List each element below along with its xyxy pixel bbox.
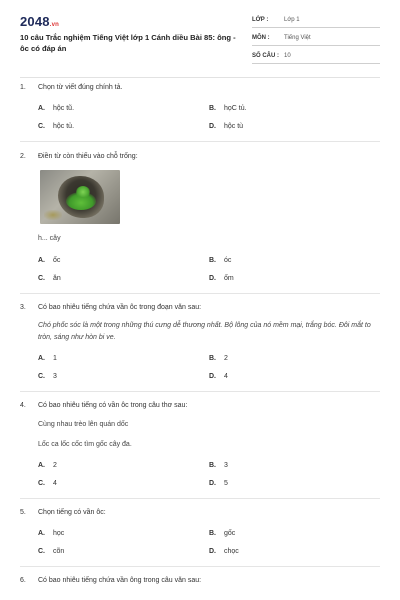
option-a[interactable] (38, 456, 209, 474)
option-letter: B. (209, 256, 216, 264)
option-b[interactable] (209, 524, 380, 542)
option-text: chọc (224, 547, 239, 555)
option-d[interactable] (209, 367, 380, 385)
option-letter: A. (38, 529, 45, 537)
option-text: hộc tù (224, 122, 244, 130)
option-letter: A. (38, 354, 45, 362)
site-logo[interactable] (20, 14, 59, 29)
option-text: 2 (224, 354, 228, 362)
option-text: học (53, 529, 65, 537)
option-text: 2 (53, 461, 57, 469)
option-letter: D. (209, 122, 216, 130)
question-5 (20, 499, 380, 567)
option-letter: D. (209, 372, 216, 380)
option-text: 1 (53, 354, 57, 362)
options (38, 456, 380, 492)
question-number: 6. (20, 577, 26, 584)
option-c[interactable] (38, 117, 209, 135)
option-text: họC tủ. (224, 104, 247, 112)
option-b[interactable] (209, 99, 380, 117)
option-letter: C. (38, 547, 45, 555)
meta-value: Lớp 1 (284, 16, 300, 23)
option-letter: D. (209, 479, 216, 487)
question-prompt: Có bao nhiêu tiếng chứa vần ôc trong đoạn văn sau: (38, 304, 202, 311)
option-d[interactable] (209, 117, 380, 135)
option-d[interactable] (209, 542, 380, 560)
poem-line-2: Lốc ca lốc cốc tìm gốc cây đa. (38, 441, 132, 448)
options (38, 99, 380, 135)
meta-value: Tiếng Việt (284, 34, 311, 41)
options (38, 349, 380, 385)
option-b[interactable] (209, 251, 380, 269)
option-text: 3 (224, 461, 228, 469)
option-text: 4 (224, 372, 228, 380)
question-text (20, 83, 380, 93)
option-letter: C. (38, 122, 45, 130)
question-passage: Chó phốc sóc là một trong những thú cưng dễ thương nhất. Bộ lông của nó mềm mại, trắng bóc. Đôi mắt to tròn, sáng như hòn bi ve. (38, 322, 371, 341)
option-letter: B. (209, 354, 216, 362)
question-number: 2. (20, 153, 26, 160)
option-text: 4 (53, 479, 57, 487)
option-text: ốc (53, 256, 61, 264)
option-c[interactable] (38, 269, 209, 287)
option-letter: C. (38, 274, 45, 282)
option-letter: A. (38, 104, 45, 112)
option-letter: D. (209, 274, 216, 282)
meta-label: SỐ CÂU : (252, 52, 279, 59)
options (38, 251, 380, 287)
option-d[interactable] (209, 269, 380, 287)
option-letter: B. (209, 461, 216, 469)
option-text: ốm (224, 274, 234, 282)
option-letter: D. (209, 547, 216, 555)
meta-value: 10 (284, 52, 291, 59)
option-text: hộc tũ. (53, 104, 75, 112)
meta-row-count (252, 48, 380, 64)
question-number: 5. (20, 509, 26, 516)
option-letter: A. (38, 461, 45, 469)
page-title: 10 câu Trắc nghiệm Tiếng Việt lớp 1 Cánh diều Bài 85: ông - ôc có đáp án (20, 33, 236, 53)
option-a[interactable] (38, 349, 209, 367)
question-prompt: Chọn từ viết đúng chính tả. (38, 84, 123, 91)
question-6 (20, 567, 380, 586)
question-4 (20, 392, 380, 499)
option-d[interactable] (209, 474, 380, 492)
option-c[interactable] (38, 542, 209, 560)
question-text (20, 576, 380, 586)
option-letter: B. (209, 104, 216, 112)
option-c[interactable] (38, 474, 209, 492)
question-number: 3. (20, 304, 26, 311)
logo-main: 2048 (20, 14, 50, 29)
meta-row-grade (252, 12, 380, 28)
option-text: hộc tủ. (53, 122, 75, 130)
question-number: 4. (20, 402, 26, 409)
option-text: gốc (224, 529, 236, 537)
meta-label: LỚP : (252, 16, 269, 23)
question-2 (20, 142, 380, 294)
option-a[interactable] (38, 251, 209, 269)
option-text: óc (224, 256, 232, 264)
option-b[interactable] (209, 349, 380, 367)
question-number: 1. (20, 84, 26, 91)
option-text: 5 (224, 479, 228, 487)
question-prompt: Có bao nhiêu tiếng chứa vần ông trong câu văn sau: (38, 577, 202, 584)
option-letter: C. (38, 372, 45, 380)
option-text: ăn (53, 274, 61, 282)
question-text (20, 303, 380, 313)
question-prompt: Điền từ còn thiếu vào chỗ trống: (38, 153, 138, 160)
option-b[interactable] (209, 456, 380, 474)
option-letter: C. (38, 479, 45, 487)
meta-label: MÔN : (252, 34, 270, 41)
option-a[interactable] (38, 99, 209, 117)
question-text (20, 401, 380, 411)
option-a[interactable] (38, 524, 209, 542)
question-prompt: Có bao nhiêu tiếng có vần ôc trong câu thơ sau: (38, 402, 188, 409)
options (38, 524, 380, 560)
meta-row-subject (252, 30, 380, 46)
question-blank-phrase: h... cây (38, 235, 61, 242)
question-text (20, 152, 380, 162)
header (20, 12, 380, 74)
option-text: cõn (53, 547, 65, 555)
question-3 (20, 294, 380, 392)
tree-hollow-moss-photo-icon (40, 170, 120, 224)
logo-suffix: .vn (49, 22, 60, 28)
header-divider (20, 77, 380, 78)
option-c[interactable] (38, 367, 209, 385)
question-prompt: Chọn tiếng có vần ôc: (38, 509, 106, 516)
option-letter: A. (38, 256, 45, 264)
option-letter: B. (209, 529, 216, 537)
question-1 (20, 80, 380, 142)
poem-line-1: Cùng nhau trèo lên quán dốc (38, 421, 129, 428)
question-list (20, 80, 380, 586)
option-text: 3 (53, 372, 57, 380)
meta-info (252, 12, 380, 66)
question-text (20, 508, 380, 518)
